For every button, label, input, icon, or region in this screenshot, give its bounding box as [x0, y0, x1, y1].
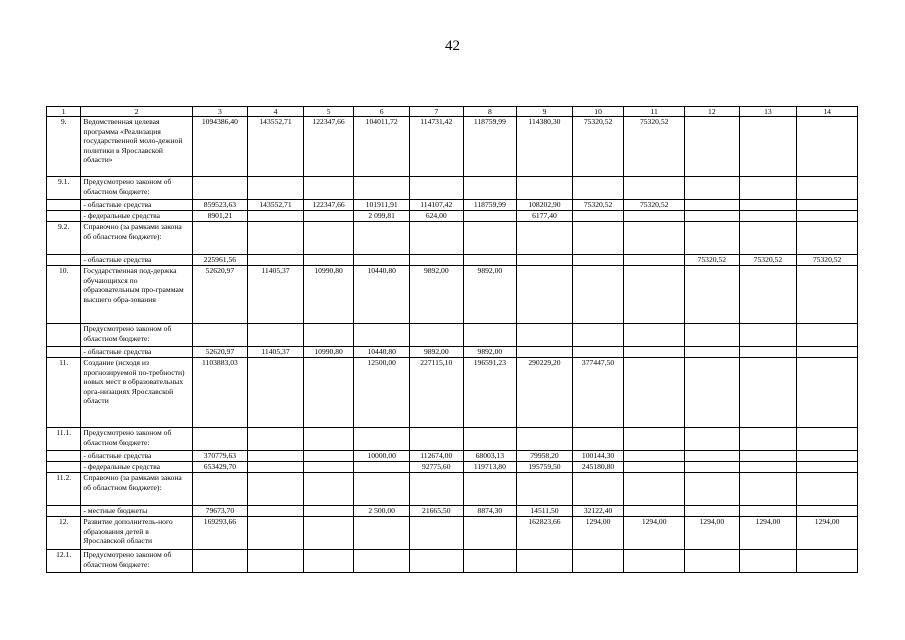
value-cell	[739, 473, 797, 506]
value-cell	[739, 117, 797, 177]
value-cell: 370779,63	[192, 451, 248, 462]
table-row	[47, 222, 858, 255]
value-cell: 2 099,81	[354, 211, 410, 222]
value-cell	[303, 324, 354, 347]
value-cell	[517, 550, 573, 573]
row-number-cell: 11.	[47, 358, 81, 428]
value-cell	[517, 266, 573, 324]
value-cell	[797, 358, 858, 428]
table-row	[47, 550, 858, 573]
table-row	[47, 462, 858, 473]
value-cell: 68003,13	[463, 451, 517, 462]
value-cell: 108202,90	[517, 200, 573, 211]
table-row	[47, 255, 858, 266]
row-number-cell	[47, 200, 81, 211]
value-cell	[248, 550, 304, 573]
value-cell	[192, 473, 248, 506]
table-row	[47, 358, 858, 428]
value-cell	[354, 550, 410, 573]
value-cell: 1294,00	[739, 517, 797, 550]
value-cell: 1103883,03	[192, 358, 248, 428]
value-cell	[463, 473, 517, 506]
value-cell	[739, 451, 797, 462]
value-cell	[797, 428, 858, 451]
value-cell: 52620,97	[192, 266, 248, 324]
value-cell	[303, 473, 354, 506]
value-cell	[409, 428, 463, 451]
value-cell	[192, 222, 248, 255]
value-cell: 6177,40	[517, 211, 573, 222]
value-cell	[797, 462, 858, 473]
value-cell	[685, 117, 740, 177]
row-number-cell: 12.1.	[47, 550, 81, 573]
value-cell	[797, 506, 858, 517]
value-cell	[739, 428, 797, 451]
value-cell	[303, 177, 354, 200]
value-cell	[303, 222, 354, 255]
value-cell	[572, 211, 624, 222]
value-cell	[517, 428, 573, 451]
value-cell	[624, 451, 685, 462]
table-header-row	[47, 107, 858, 117]
table-row	[47, 324, 858, 347]
value-cell	[739, 211, 797, 222]
value-cell	[572, 550, 624, 573]
value-cell	[572, 266, 624, 324]
value-cell: 11405,37	[248, 266, 304, 324]
value-cell	[739, 200, 797, 211]
value-cell: 52620,97	[192, 347, 248, 358]
value-cell: 245180,80	[572, 462, 624, 473]
value-cell: 21665,50	[409, 506, 463, 517]
value-cell: 290229,20	[517, 358, 573, 428]
value-cell	[354, 177, 410, 200]
value-cell	[685, 266, 740, 324]
value-cell	[624, 428, 685, 451]
row-number-cell	[47, 347, 81, 358]
row-number-cell: 9.2.	[47, 222, 81, 255]
value-cell	[303, 451, 354, 462]
column-header: 14	[797, 107, 858, 117]
value-cell	[685, 473, 740, 506]
value-cell: 8874,30	[463, 506, 517, 517]
value-cell: 114107,42	[409, 200, 463, 211]
value-cell: 112674,00	[409, 451, 463, 462]
value-cell	[624, 347, 685, 358]
value-cell	[409, 473, 463, 506]
value-cell: 92775,60	[409, 462, 463, 473]
value-cell: 10000,00	[354, 451, 410, 462]
value-cell: 114731,42	[409, 117, 463, 177]
column-header: 5	[303, 107, 354, 117]
value-cell: 9892,00	[463, 266, 517, 324]
row-label-cell: Предусмотрено законом об областном бюджете:	[81, 428, 192, 451]
row-number-cell	[47, 462, 81, 473]
table-row	[47, 451, 858, 462]
value-cell	[739, 222, 797, 255]
value-cell: 75320,52	[624, 200, 685, 211]
table-row	[47, 211, 858, 222]
row-label-cell: Создание (исходя из прогнозируемой по-требности) новых мест в образовательных орга-низациях Ярославской области	[81, 358, 192, 428]
value-cell: 75320,52	[572, 117, 624, 177]
value-cell	[572, 177, 624, 200]
value-cell	[797, 266, 858, 324]
value-cell	[354, 428, 410, 451]
value-cell: 1294,00	[685, 517, 740, 550]
value-cell: 9892,00	[463, 347, 517, 358]
value-cell: 195759,50	[517, 462, 573, 473]
value-cell: 79958,20	[517, 451, 573, 462]
value-cell	[624, 462, 685, 473]
value-cell	[797, 200, 858, 211]
value-cell: 119713,80	[463, 462, 517, 473]
value-cell: 377447,50	[572, 358, 624, 428]
value-cell	[624, 473, 685, 506]
value-cell	[354, 324, 410, 347]
value-cell	[248, 517, 304, 550]
value-cell: 12500,00	[354, 358, 410, 428]
value-cell	[354, 222, 410, 255]
value-cell: 10990,80	[303, 347, 354, 358]
row-label-cell: Справочно (за рамками закона об областном бюджете):	[81, 222, 192, 255]
value-cell	[685, 222, 740, 255]
value-cell	[248, 462, 304, 473]
row-label-cell: - федеральные средства	[81, 462, 192, 473]
value-cell	[624, 177, 685, 200]
value-cell	[463, 255, 517, 266]
row-label-cell: - областные средства	[81, 347, 192, 358]
value-cell	[685, 200, 740, 211]
table-row	[47, 473, 858, 506]
row-number-cell: 10.	[47, 266, 81, 324]
value-cell	[685, 358, 740, 428]
value-cell: 2 500,00	[354, 506, 410, 517]
value-cell	[517, 347, 573, 358]
value-cell	[572, 428, 624, 451]
value-cell	[463, 211, 517, 222]
value-cell	[517, 473, 573, 506]
value-cell	[248, 428, 304, 451]
value-cell	[739, 324, 797, 347]
value-cell	[572, 222, 624, 255]
row-label-cell: Развитие дополнитель-ного образования детей в Ярославской области	[81, 517, 192, 550]
value-cell: 79673,70	[192, 506, 248, 517]
value-cell	[192, 324, 248, 347]
column-header: 11	[624, 107, 685, 117]
value-cell	[797, 177, 858, 200]
column-header: 13	[739, 107, 797, 117]
value-cell: 9892,00	[409, 347, 463, 358]
value-cell	[303, 358, 354, 428]
value-cell	[624, 358, 685, 428]
value-cell	[303, 462, 354, 473]
row-label-cell: - областные средства	[81, 451, 192, 462]
row-label-cell: Предусмотрено законом об областном бюджете:	[81, 550, 192, 573]
value-cell: 10440,80	[354, 266, 410, 324]
value-cell: 1294,00	[797, 517, 858, 550]
table-row	[47, 177, 858, 200]
value-cell	[685, 550, 740, 573]
row-label-cell: - областные средства	[81, 255, 192, 266]
value-cell: 11405,37	[248, 347, 304, 358]
value-cell	[624, 506, 685, 517]
value-cell	[409, 255, 463, 266]
value-cell: 196591,23	[463, 358, 517, 428]
value-cell	[685, 506, 740, 517]
value-cell	[354, 255, 410, 266]
value-cell	[572, 473, 624, 506]
column-header: 6	[354, 107, 410, 117]
value-cell	[248, 506, 304, 517]
value-cell	[624, 550, 685, 573]
table-row	[47, 347, 858, 358]
value-cell	[354, 473, 410, 506]
table-row	[47, 506, 858, 517]
value-cell: 75320,52	[572, 200, 624, 211]
value-cell: 32122,40	[572, 506, 624, 517]
column-header: 10	[572, 107, 624, 117]
value-cell: 75320,52	[739, 255, 797, 266]
value-cell	[685, 347, 740, 358]
value-cell	[797, 117, 858, 177]
value-cell	[624, 266, 685, 324]
value-cell: 75320,52	[797, 255, 858, 266]
value-cell	[797, 451, 858, 462]
value-cell	[797, 347, 858, 358]
value-cell: 10990,80	[303, 266, 354, 324]
value-cell: 169293,66	[192, 517, 248, 550]
value-cell: 118759,99	[463, 117, 517, 177]
value-cell: 118759,99	[463, 200, 517, 211]
value-cell	[685, 428, 740, 451]
value-cell	[517, 255, 573, 266]
value-cell	[739, 358, 797, 428]
row-label-cell: Государственная под-держка обучающихся по образовательным про-граммам высшего обра-зования	[81, 266, 192, 324]
value-cell: 122347,66	[303, 117, 354, 177]
value-cell	[463, 177, 517, 200]
value-cell	[463, 324, 517, 347]
value-cell: 75320,52	[685, 255, 740, 266]
row-number-cell: 11.2.	[47, 473, 81, 506]
value-cell	[192, 550, 248, 573]
column-header: 2	[81, 107, 192, 117]
value-cell: 14511,50	[517, 506, 573, 517]
value-cell	[409, 517, 463, 550]
value-cell	[248, 451, 304, 462]
column-header: 9	[517, 107, 573, 117]
row-number-cell	[47, 324, 81, 347]
budget-table	[46, 106, 858, 573]
value-cell	[303, 506, 354, 517]
value-cell: 1294,00	[624, 517, 685, 550]
value-cell: 101911,91	[354, 200, 410, 211]
value-cell	[463, 222, 517, 255]
row-number-cell: 9.1.	[47, 177, 81, 200]
value-cell	[303, 255, 354, 266]
value-cell: 653429,70	[192, 462, 248, 473]
row-label-cell: Справочно (за рамками закона об областном бюджете):	[81, 473, 192, 506]
table-row	[47, 200, 858, 211]
value-cell	[739, 550, 797, 573]
value-cell: 225961,56	[192, 255, 248, 266]
value-cell: 8901,21	[192, 211, 248, 222]
value-cell	[463, 517, 517, 550]
value-cell	[463, 550, 517, 573]
value-cell	[797, 211, 858, 222]
value-cell	[739, 462, 797, 473]
row-label-cell: Ведомственная целевая программа «Реализация государственной моло-дежной политики в Ярославской области»	[81, 117, 192, 177]
column-header: 12	[685, 107, 740, 117]
value-cell	[409, 550, 463, 573]
table-row	[47, 428, 858, 451]
value-cell: 122347,66	[303, 200, 354, 211]
value-cell	[463, 428, 517, 451]
value-cell	[797, 550, 858, 573]
value-cell	[248, 473, 304, 506]
value-cell: 100144,30	[572, 451, 624, 462]
value-cell	[354, 462, 410, 473]
column-header: 7	[409, 107, 463, 117]
value-cell: 114380,30	[517, 117, 573, 177]
row-label-cell: - федеральные средства	[81, 211, 192, 222]
value-cell: 624,00	[409, 211, 463, 222]
value-cell: 104011,72	[354, 117, 410, 177]
value-cell	[572, 324, 624, 347]
value-cell	[517, 177, 573, 200]
table-row	[47, 517, 858, 550]
row-number-cell: 12.	[47, 517, 81, 550]
value-cell	[797, 473, 858, 506]
page-number: 42	[445, 38, 460, 54]
row-label-cell: - местные бюджеты	[81, 506, 192, 517]
value-cell	[248, 222, 304, 255]
row-number-cell: 11.1.	[47, 428, 81, 451]
value-cell: 227115,10	[409, 358, 463, 428]
value-cell	[685, 324, 740, 347]
value-cell: 9892,00	[409, 266, 463, 324]
column-header: 1	[47, 107, 81, 117]
value-cell: 75320,52	[624, 117, 685, 177]
value-cell: 143552,71	[248, 117, 304, 177]
row-label-cell: Предусмотрено законом об областном бюджете:	[81, 177, 192, 200]
value-cell	[739, 506, 797, 517]
value-cell	[248, 255, 304, 266]
value-cell: 1294,00	[572, 517, 624, 550]
value-cell	[248, 358, 304, 428]
value-cell	[797, 222, 858, 255]
value-cell: 1094386,40	[192, 117, 248, 177]
value-cell	[685, 211, 740, 222]
value-cell	[409, 222, 463, 255]
value-cell	[685, 177, 740, 200]
value-cell	[354, 517, 410, 550]
value-cell	[192, 177, 248, 200]
value-cell	[409, 324, 463, 347]
value-cell: 143552,71	[248, 200, 304, 211]
value-cell	[739, 266, 797, 324]
value-cell	[685, 462, 740, 473]
table-row	[47, 266, 858, 324]
value-cell	[303, 550, 354, 573]
value-cell: 162823,66	[517, 517, 573, 550]
table-row	[47, 117, 858, 177]
value-cell	[739, 347, 797, 358]
value-cell	[517, 324, 573, 347]
value-cell: 859523,63	[192, 200, 248, 211]
value-cell: 10440,80	[354, 347, 410, 358]
value-cell	[572, 347, 624, 358]
column-header: 8	[463, 107, 517, 117]
value-cell	[303, 211, 354, 222]
value-cell	[624, 222, 685, 255]
row-label-cell: - областные средства	[81, 200, 192, 211]
value-cell	[624, 211, 685, 222]
value-cell	[303, 428, 354, 451]
value-cell	[409, 177, 463, 200]
row-number-cell	[47, 255, 81, 266]
row-number-cell	[47, 506, 81, 517]
value-cell	[739, 177, 797, 200]
value-cell	[624, 324, 685, 347]
value-cell	[248, 211, 304, 222]
value-cell	[572, 255, 624, 266]
value-cell	[517, 222, 573, 255]
column-header: 3	[192, 107, 248, 117]
row-label-cell: Предусмотрено законом об областном бюджете:	[81, 324, 192, 347]
value-cell	[248, 177, 304, 200]
value-cell	[685, 451, 740, 462]
value-cell	[797, 324, 858, 347]
value-cell	[303, 517, 354, 550]
column-header: 4	[248, 107, 304, 117]
row-number-cell: 9.	[47, 117, 81, 177]
value-cell	[192, 428, 248, 451]
row-number-cell	[47, 211, 81, 222]
value-cell	[248, 324, 304, 347]
row-number-cell	[47, 451, 81, 462]
value-cell	[624, 255, 685, 266]
